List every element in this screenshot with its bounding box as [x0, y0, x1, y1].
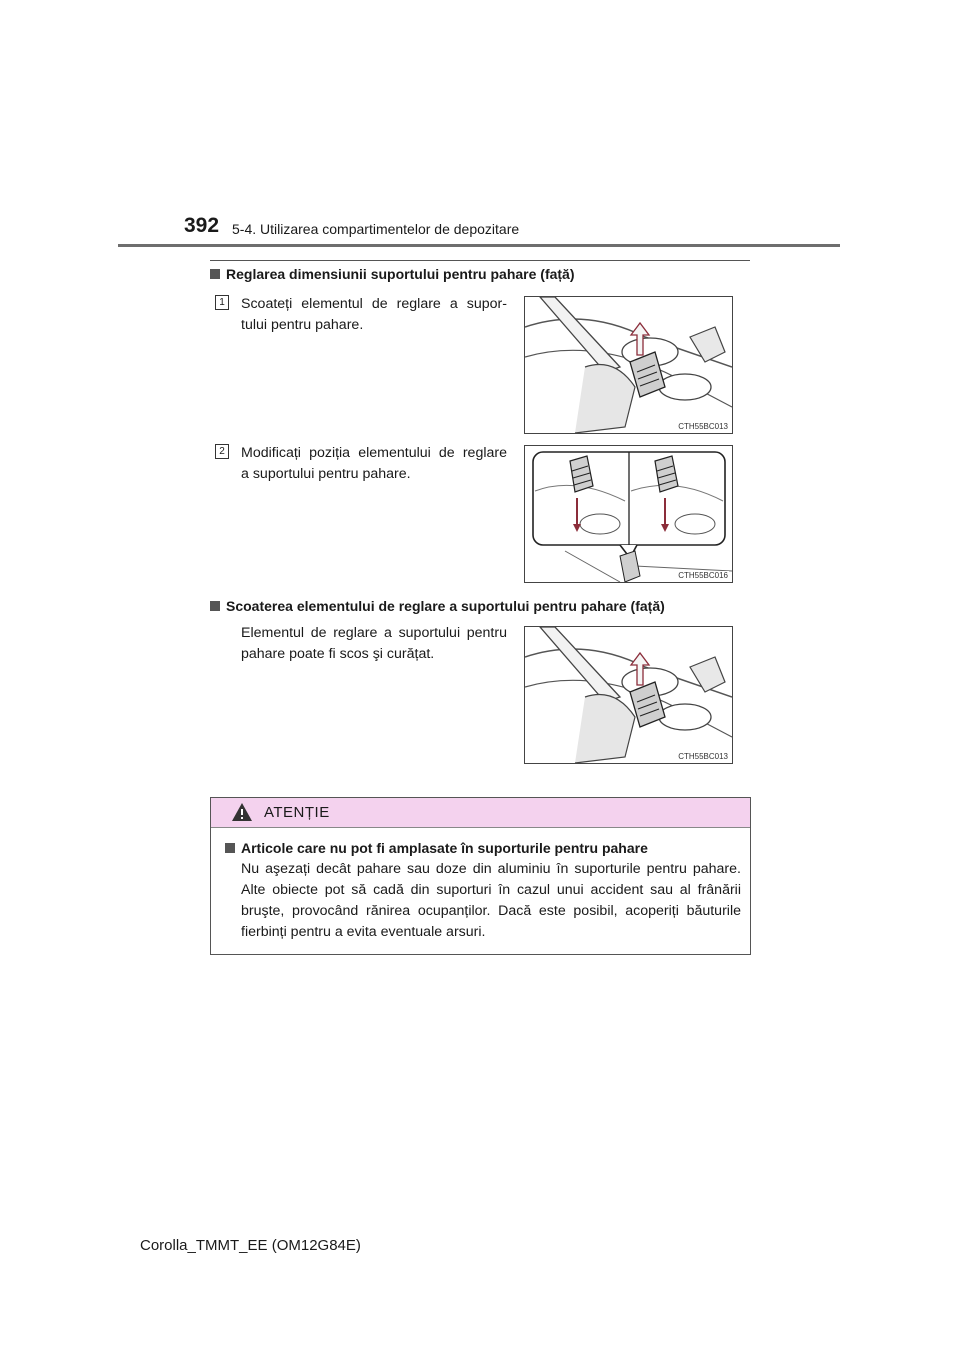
step-2-line-2: a suportului pentru pahare.	[241, 466, 411, 482]
section-2-line-1: Elementul de reglare a suportului pentru	[241, 625, 507, 641]
section-title-remove	[210, 598, 665, 614]
square-bullet-icon	[225, 843, 235, 853]
figure-code: CTH55BC016	[678, 571, 728, 580]
figure-change-position	[524, 445, 733, 583]
section-title-remove-text: Scoaterea elementului de reglare a suportului pentru pahare (față)	[226, 598, 665, 614]
figure-code: CTH55BC013	[678, 752, 728, 761]
figure-remove-adjuster	[524, 296, 733, 434]
warning-line-2: Alte obiecte pot să cadă din suporturi în cazul unui accident sau al frânării	[241, 882, 741, 898]
console-illustration-icon	[525, 297, 732, 433]
step-1-line-2: tului pentru pahare.	[241, 317, 364, 333]
manual-id: Corolla_TMMT_EE (OM12G84E)	[140, 1237, 361, 1254]
figure-code: CTH55BC013	[678, 422, 728, 431]
square-bullet-icon	[210, 269, 220, 279]
console-illustration-icon	[525, 627, 732, 763]
page-number: 392	[184, 214, 220, 237]
adjuster-positions-illustration-icon	[525, 446, 732, 582]
step-2-text	[241, 443, 507, 485]
warning-text	[241, 859, 741, 943]
section-title-adjust-text: Reglarea dimensiunii suportului pentru pahare (față)	[226, 266, 575, 282]
warning-box	[210, 797, 751, 955]
step-1-text	[241, 294, 507, 336]
chapter-title: 5-4. Utilizarea compartimentelor de depozitare	[232, 221, 520, 237]
section-2-line-2: pahare poate fi scos şi curățat.	[241, 646, 435, 662]
step-number-1: 1	[215, 295, 229, 310]
warning-triangle-icon	[231, 802, 253, 822]
warning-title: ATENȚIE	[264, 804, 330, 821]
header-divider	[118, 244, 840, 247]
square-bullet-icon	[210, 601, 220, 611]
section-title-adjust	[210, 266, 575, 282]
section-2-text	[241, 623, 507, 665]
step-number-2: 2	[215, 444, 229, 459]
step-2-line-1: Modificați poziția elementului de reglare	[241, 445, 507, 461]
warning-header	[211, 798, 750, 828]
figure-remove-clean	[524, 626, 733, 764]
warning-subtitle-text: Articole care nu pot fi amplasate în suporturile pentru pahare	[241, 840, 648, 856]
warning-subtitle	[225, 840, 648, 856]
section-divider	[210, 260, 750, 261]
warning-line-1: Nu aşezați decât pahare sau doze din aluminiu în suporturile pentru pahare.	[241, 861, 741, 877]
step-1-line-1: Scoateți elementul de reglare a supor-	[241, 296, 507, 312]
warning-line-4: fierbinți pentru a evita eventuale arsuri.	[241, 924, 486, 940]
warning-line-3: bruşte, provocând rănirea ocupanților. Dacă este posibil, acoperiți băuturile	[241, 903, 741, 919]
